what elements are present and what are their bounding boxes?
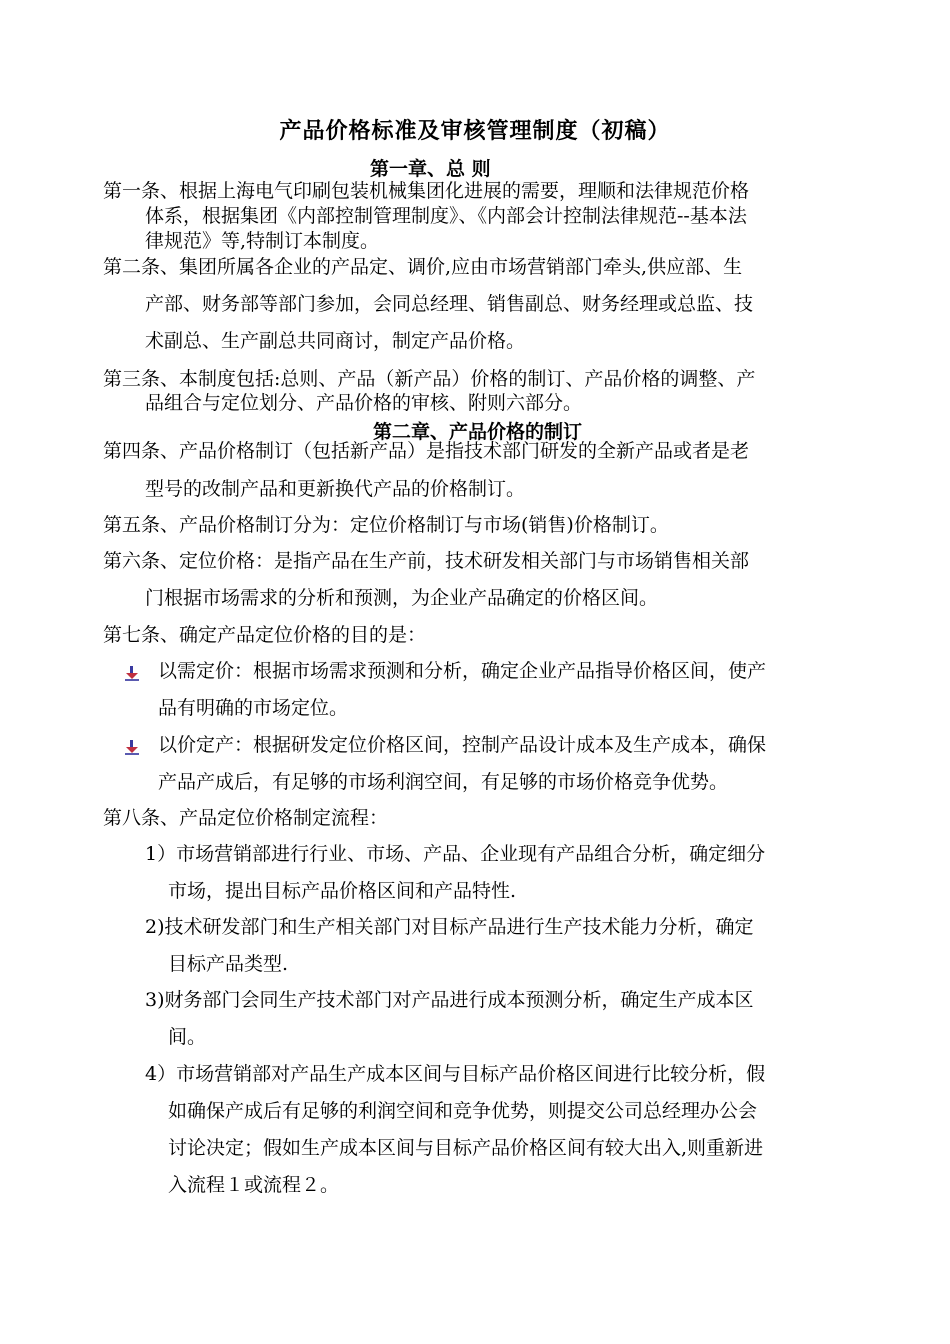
- article-5-line-1: 第五条、产品价格制订分为：定位价格制订与市场(销售)价格制订。: [103, 514, 669, 536]
- article-2-line-3: 术副总、生产副总共同商讨，制定产品价格。: [145, 330, 526, 352]
- bullet-2-line-1: 以价定产：根据研发定位价格区间，控制产品设计成本及生产成本，确保: [158, 734, 767, 756]
- bullet-1-line-1: 以需定价：根据市场需求预测和分析，确定企业产品指导价格区间，使产: [158, 660, 767, 682]
- step-3-line-1: 3)财务部门会同生产技术部门对产品进行成本预测分析，确定生产成本区: [145, 989, 754, 1011]
- chapter-heading-2: 第二章、产品价格的制订: [373, 421, 583, 443]
- step-4-line-1: 4）市场营销部对产品生产成本区间与目标产品价格区间进行比较分析，假: [145, 1063, 766, 1085]
- article-6-line-2: 门根据市场需求的分析和预测，为企业产品确定的价格区间。: [145, 587, 659, 609]
- article-3-line-1: 第三条、本制度包括:总则、产品（新产品）价格的制订、产品价格的调整、产: [103, 368, 756, 390]
- article-1-line-1: 第一条、根据上海电气印刷包装机械集团化进展的需要，理顺和法律规范价格: [103, 180, 750, 202]
- step-3-line-2: 间。: [168, 1026, 207, 1048]
- article-1-line-2: 体系，根据集团《内部控制管理制度》、《内部会计控制法律规范--基本法: [145, 205, 747, 227]
- article-4-line-1: 第四条、产品价格制订（包括新产品）是指技术部门研发的全新产品或者是老: [103, 440, 750, 462]
- step-4-line-4: 入流程１或流程２。: [168, 1174, 340, 1196]
- step-2-line-1: 2)技术研发部门和生产相关部门对目标产品进行生产技术能力分析，确定: [145, 916, 754, 938]
- article-1-line-3: 律规范》等,特制订本制度。: [145, 230, 380, 252]
- document-title: 产品价格标准及审核管理制度（初稿）: [279, 119, 671, 144]
- chapter-heading-1: 第一章、总 则: [370, 158, 491, 180]
- step-4-line-2: 如确保产成后有足够的利润空间和竞争优势，则提交公司总经理办公会: [168, 1100, 758, 1122]
- article-2-line-1: 第二条、集团所属各企业的产品定、调价,应由市场营销部门牵头,供应部、生: [103, 256, 743, 278]
- down-arrow-bullet-icon: [124, 739, 140, 755]
- step-1-line-2: 市场，提出目标产品价格区间和产品特性.: [168, 880, 517, 902]
- article-8-line-1: 第八条、产品定位价格制定流程：: [103, 807, 389, 829]
- article-4-line-2: 型号的改制产品和更新换代产品的价格制订。: [145, 478, 526, 500]
- article-7-line-1: 第七条、确定产品定位价格的目的是：: [103, 624, 427, 646]
- article-3-line-2: 品组合与定位划分、产品价格的审核、附则六部分。: [145, 392, 583, 414]
- step-4-line-3: 讨论决定；假如生产成本区间与目标产品价格区间有较大出入,则重新进: [168, 1137, 764, 1159]
- bullet-2-line-2: 产品产成后，有足够的市场利润空间，有足够的市场价格竞争优势。: [158, 771, 729, 793]
- bullet-1-line-2: 品有明确的市场定位。: [158, 697, 349, 719]
- step-1-line-1: 1）市场营销部进行行业、市场、产品、企业现有产品组合分析，确定细分: [145, 843, 766, 865]
- article-2-line-2: 产部、财务部等部门参加，会同总经理、销售副总、财务经理或总监、技: [145, 293, 754, 315]
- down-arrow-bullet-icon: [124, 665, 140, 681]
- step-2-line-2: 目标产品类型.: [168, 953, 289, 975]
- article-6-line-1: 第六条、定位价格：是指产品在生产前，技术研发相关部门与市场销售相关部: [103, 550, 750, 572]
